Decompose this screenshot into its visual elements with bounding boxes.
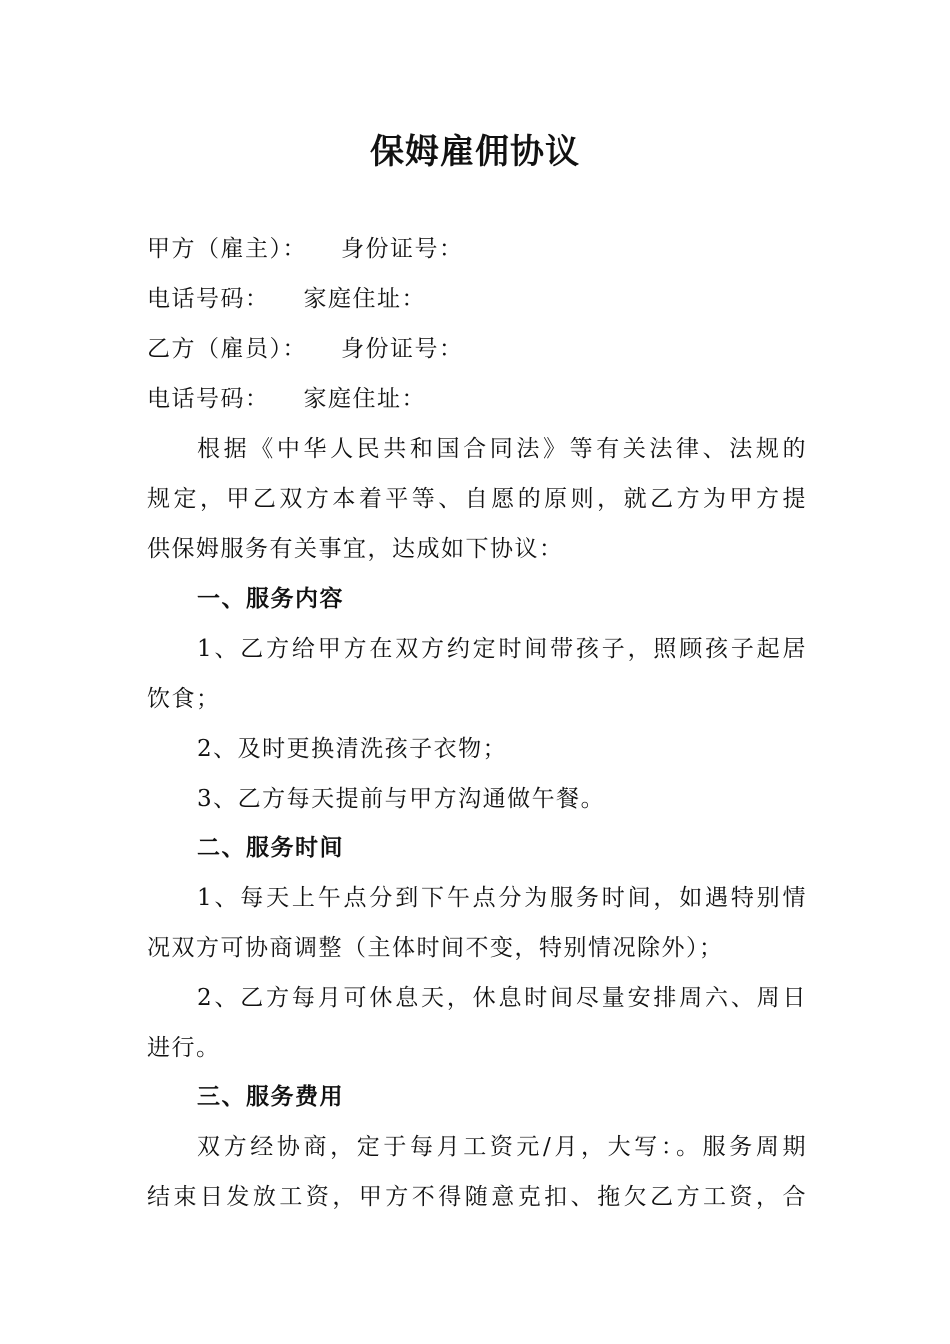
section-heading-service-time: 二、服务时间 bbox=[197, 834, 344, 861]
party-b-id-label: 身份证号： bbox=[341, 336, 464, 362]
party-b-label: 乙方（雇员）： bbox=[147, 336, 307, 362]
party-a-contact-row bbox=[147, 283, 807, 315]
party-b-contact-row bbox=[147, 383, 807, 415]
party-a-label: 甲方（雇主）： bbox=[147, 236, 307, 262]
party-a-phone-label: 电话号码： bbox=[147, 286, 270, 312]
service-fee-paragraph-line-2: 结束日发放工资，甲方不得随意克扣、拖欠乙方工资，合 bbox=[147, 1184, 807, 1210]
party-a-row bbox=[147, 233, 807, 265]
party-a-id-label: 身份证号： bbox=[341, 236, 464, 262]
party-b-address-label: 家庭住址： bbox=[303, 386, 426, 412]
service-content-item-1-line-1: 1、乙方给甲方在双方约定时间带孩子，照顾孩子起居 bbox=[197, 636, 807, 662]
service-time-item-2-line-2: 进行。 bbox=[147, 1035, 221, 1061]
intro-line-2: 规定，甲乙双方本着平等、自愿的原则，就乙方为甲方提 bbox=[147, 486, 807, 512]
intro-line-1: 根据《中华人民共和国合同法》等有关法律、法规的 bbox=[197, 436, 807, 462]
service-content-item-3: 3、乙方每天提前与甲方沟通做午餐。 bbox=[197, 786, 606, 812]
service-fee-paragraph-line-1: 双方经协商，定于每月工资元/月，大写：。服务周期 bbox=[197, 1134, 807, 1160]
party-b-row bbox=[147, 333, 807, 365]
service-time-item-1-line-1: 1、每天上午点分到下午点分为服务时间，如遇特别情 bbox=[197, 885, 807, 911]
service-time-item-2-line-1: 2、乙方每月可休息天，休息时间尽量安排周六、周日 bbox=[197, 985, 807, 1011]
document-title: 保姆雇佣协议 bbox=[370, 132, 580, 172]
intro-line-3: 供保姆服务有关事宜，达成如下协议： bbox=[147, 536, 564, 562]
service-content-item-2: 2、及时更换清洗孩子衣物； bbox=[197, 736, 508, 762]
service-content-item-1-line-2: 饮食； bbox=[147, 686, 221, 712]
service-time-item-1-line-2: 况双方可协商调整（主体时间不变，特别情况除外）； bbox=[147, 935, 724, 961]
party-b-phone-label: 电话号码： bbox=[147, 386, 270, 412]
section-heading-service-content: 一、服务内容 bbox=[197, 585, 344, 612]
party-a-address-label: 家庭住址： bbox=[303, 286, 426, 312]
section-heading-service-fee: 三、服务费用 bbox=[197, 1083, 344, 1110]
